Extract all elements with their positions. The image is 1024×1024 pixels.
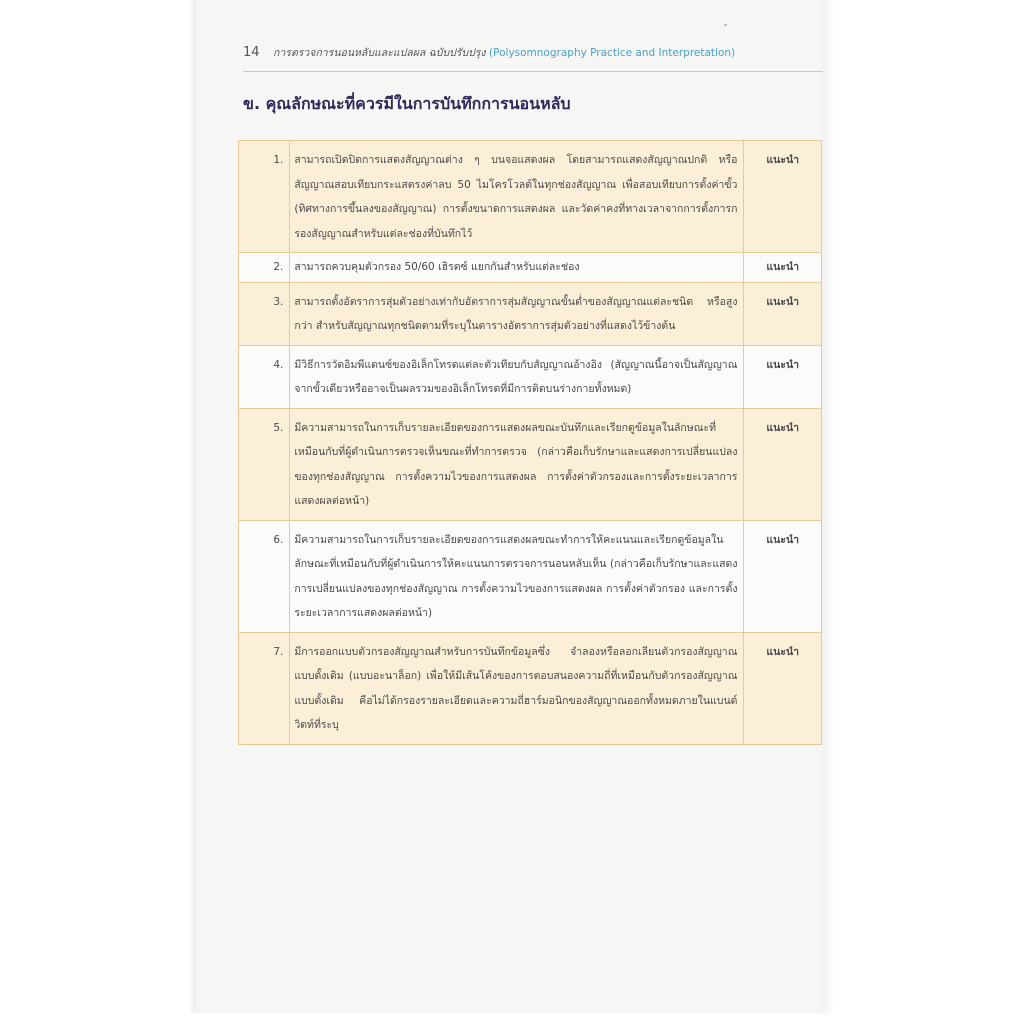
section-title: ข. คุณลักษณะที่ควรมีในการบันทึกการนอนหลับ [243,94,571,113]
item-number: 1. [239,141,290,253]
paper-speck [724,24,727,26]
book-title-english: (Polysomnography Practice and Interpretation) [489,47,736,59]
table-row [239,282,822,345]
item-number: 2. [239,253,290,283]
item-text: สามารถตั้งอัตราการสุ่มตัวอย่างเท่ากับอัตราการสุ่มสัญญาณขั้นต่ำของสัญญาณแต่ละชนิด หรือสูงกว่า สำหรับสัญญาณทุกชนิดตามที่ระบุในตารางอัตราการสุ่มตัวอย่างที่แสดงไว้ข้างต้น [290,282,744,345]
item-text: มีความสามารถในการเก็บรายละเอียดของการแสดงผลขณะบันทึกและเรียกดูข้อมูลในลักษณะที่เหมือนกับที่ผู้ดำเนินการตรวจเห็นขณะที่ทำการตรวจ (กล่าวคือเก็บรักษาและแสดงการเปลี่ยนแปลงของทุกช่องสัญญาณ การตั้งความไวของการแสดงผล การตั้งค่าตัวกรองและการตั้งระยะเวลาการแสดงผลต่อหน้า) [290,408,744,520]
table-row [239,408,822,520]
recommendation-label: แนะนำ [744,632,822,744]
header-divider [243,71,823,72]
table-row [239,141,822,253]
recommendation-label: แนะนำ [744,141,822,253]
item-text: มีการออกแบบตัวกรองสัญญาณสำหรับการบันทึกข้อมูลซึ่ง จำลองหรือลอกเลียนตัวกรองสัญญาณแบบดั้งเดิม (แบบอะนาล็อก) เพื่อให้มีเส้นโค้งของการตอบสนองความถี่ที่เหมือนกับตัวกรองสัญญาณแบบดั้งเดิม คือไม่ได้กรองรายละเอียดและความถี่ฮาร์มอนิกของสัญญาณออกทั้งหมดภายในแบนด์วิดท์ที่ระบุ [290,632,744,744]
page-number: 14 [243,45,260,60]
table-row [239,345,822,408]
recommendation-label: แนะนำ [744,408,822,520]
item-text: มีความสามารถในการเก็บรายละเอียดของการแสดงผลขณะทำการให้คะแนนและเรียกดูข้อมูลในลักษณะที่เหมือนกับที่ผู้ดำเนินการให้คะแนนการตรวจการนอนหลับเห็น (กล่าวคือเก็บรักษาและแสดงการเปลี่ยนแปลงของทุกช่องสัญญาณ การตั้งความไวของการแสดงผล การตั้งค่าตัวกรอง และการตั้งระยะเวลาการแสดงผลต่อหน้า) [290,520,744,632]
item-text: สามารถควบคุมตัวกรอง 50/60 เฮิรตซ์ แยกกันสำหรับแต่ละช่อง [290,253,744,283]
item-text: สามารถเปิดปิดการแสดงสัญญาณต่าง ๆ บนจอแสดงผล โดยสามารถแสดงสัญญาณปกติ หรือสัญญาณสอบเทียบกระแสตรงค่าลบ 50 ไมโครโวลต์ในทุกช่องสัญญาณ เพื่อสอบเทียบการตั้งค่าขั้ว (ทิศทางการขึ้นลงของสัญญาณ) การตั้งขนาดการแสดงผล และวัดค่าคงที่ทางเวลาจากการตั้งการกรองสัญญาณสำหรับแต่ละช่องที่บันทึกไว้ [290,141,744,253]
table-row [239,632,822,744]
table-row [239,253,822,283]
item-number: 5. [239,408,290,520]
item-number: 4. [239,345,290,408]
recommendation-label: แนะนำ [744,253,822,283]
table-row [239,520,822,632]
recommendation-label: แนะนำ [744,345,822,408]
recommendation-label: แนะนำ [744,520,822,632]
running-header [243,44,823,61]
item-text: มีวิธีการวัดอิมพีแดนซ์ของอิเล็กโทรดแต่ละตัวเทียบกับสัญญาณอ้างอิง (สัญญาณนี้อาจเป็นสัญญาณจากขั้วเดียวหรืออาจเป็นผลรวมของอิเล็กโทรดที่มีการติดบนร่างกายทั้งหมด) [290,345,744,408]
page-edge [822,0,834,1013]
page-gutter [188,0,196,1013]
recommendation-label: แนะนำ [744,282,822,345]
item-number: 6. [239,520,290,632]
book-title-thai: การตรวจการนอนหลับและแปลผล ฉบับปรับปรุง [273,47,486,59]
item-number: 7. [239,632,290,744]
item-number: 3. [239,282,290,345]
requirements-table [238,140,822,745]
